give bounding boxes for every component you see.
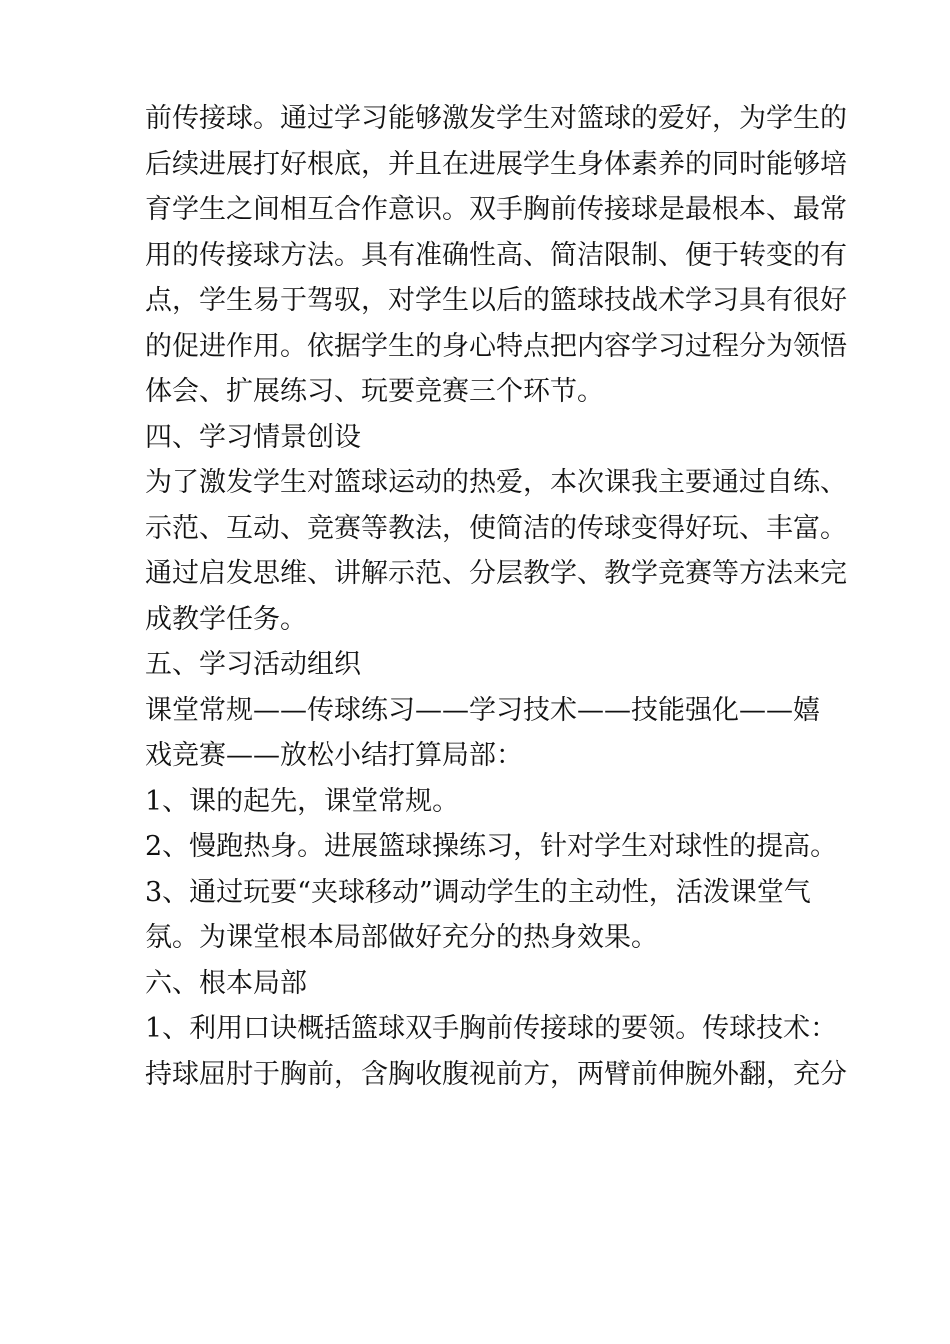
text-line: 课堂常规——传球练习——学习技术——技能强化——嬉 bbox=[145, 694, 820, 726]
text-line: 的促进作用。依据学生的身心特点把内容学习过程分为领悟 bbox=[145, 330, 847, 362]
text-line: 持球屈肘于胸前，含胸收腹视前方，两臂前伸腕外翻，充分 bbox=[145, 1058, 847, 1090]
section-heading: 五、学习活动组织 bbox=[145, 649, 361, 680]
text-line: 后续进展打好根底，并且在进展学生身体素养的同时能够培 bbox=[145, 148, 847, 180]
section-heading: 六、根本局部 bbox=[145, 967, 307, 999]
list-item: 1、课的起先，课堂常规。 bbox=[145, 785, 460, 817]
text-line: 用的传接球方法。具有准确性高、简洁限制、便于转变的有 bbox=[145, 239, 847, 271]
text-line: 为了激发学生对篮球运动的热爱，本次课我主要通过自练、 bbox=[145, 467, 847, 498]
text-line: 通过启发思维、讲解示范、分层教学、教学竞赛等方法来完 bbox=[145, 558, 847, 589]
document-body bbox=[145, 96, 847, 1097]
list-item: 1、利用口诀概括篮球双手胸前传接球的要领。传球技术： bbox=[145, 1013, 838, 1044]
text-line: 体会、扩展练习、玩要竞赛三个环节。 bbox=[145, 376, 604, 407]
text-line: 前传接球。通过学习能够激发学生对篮球的爱好，为学生的 bbox=[145, 103, 847, 134]
list-item: 2、慢跑热身。进展篮球操练习，针对学生对球性的提高。 bbox=[145, 831, 838, 862]
text-line: 氛。为课堂根本局部做好充分的热身效果。 bbox=[145, 922, 658, 953]
text-line: 育学生之间相互合作意识。双手胸前传接球是最根本、最常 bbox=[145, 194, 847, 225]
list-item: 3、通过玩要“夹球移动”调动学生的主动性，活泼课堂气 bbox=[145, 876, 811, 908]
text-line: 戏竞赛——放松小结打算局部： bbox=[145, 740, 523, 771]
text-line: 示范、互动、竞赛等教法，使简洁的传球变得好玩、丰富。 bbox=[145, 512, 847, 544]
section-heading: 四、学习情景创设 bbox=[145, 421, 361, 453]
text-line: 成教学任务。 bbox=[145, 603, 307, 635]
text-line: 点，学生易于驾驭，对学生以后的篮球技战术学习具有很好 bbox=[145, 285, 847, 316]
